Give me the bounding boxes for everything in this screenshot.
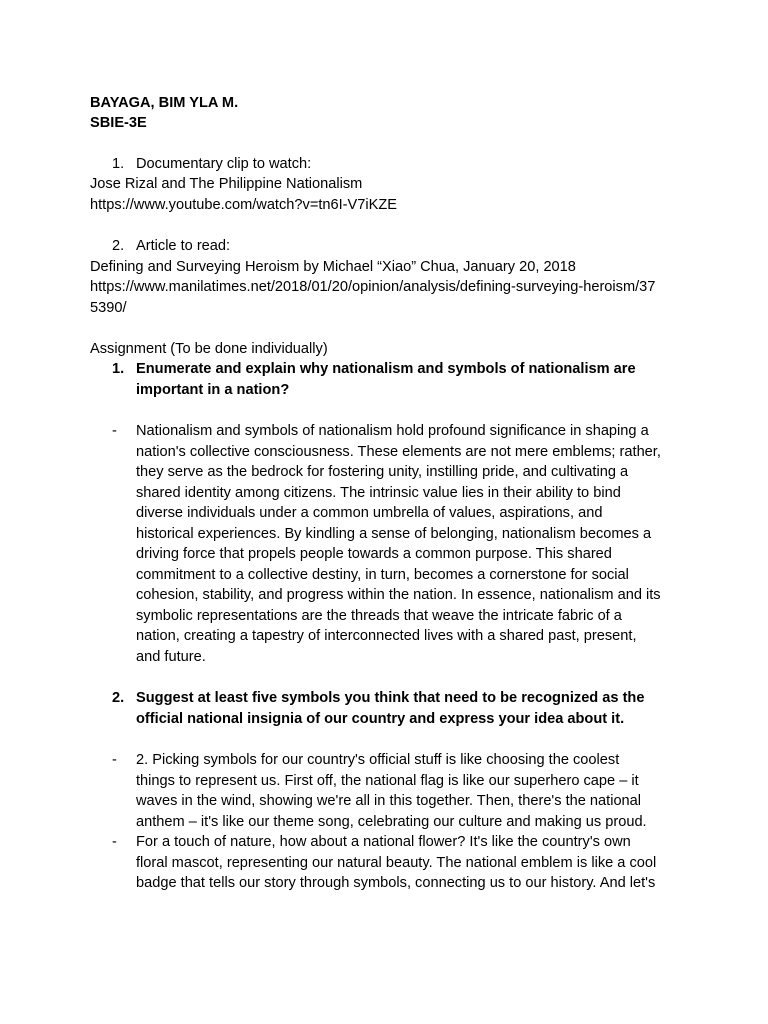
answer1-dash: - xyxy=(112,423,117,439)
student-name: BAYAGA, BIM YLA M. xyxy=(90,95,239,111)
question2-line: official national insignia of our country and express your idea about it. xyxy=(136,710,625,727)
item2-url-line2: 5390/ xyxy=(90,300,127,316)
answer2a-line: anthem – it's like our theme song, celebrating our culture and making us proud. xyxy=(136,813,647,830)
assignment-heading: Assignment (To be done individually) xyxy=(90,341,328,357)
answer2a-paragraph xyxy=(136,750,684,832)
answer2a-dash: - xyxy=(112,752,117,768)
answer2b-line: For a touch of nature, how about a national flower? It's like the country's own xyxy=(136,834,631,850)
question2-text xyxy=(136,688,684,729)
answer1-paragraph xyxy=(136,421,684,667)
item2-url-line1: https://www.manilatimes.net/2018/01/20/opinion/analysis/defining-surveying-heroism/37 xyxy=(90,279,656,295)
answer1-line: shared identity among citizens. The intrinsic value lies in their ability to bind xyxy=(136,484,621,501)
item1-number: 1. xyxy=(112,156,125,172)
answer1-line: driving force that propels people towards a common purpose. This shared xyxy=(136,546,612,562)
answer1-line: nation, creating a tapestry of interconnected lives with a shared past, present, xyxy=(136,628,637,644)
question2-line: Suggest at least five symbols you think that need to be recognized as the xyxy=(136,690,645,706)
answer2b-dash: - xyxy=(112,834,117,850)
answer2b-line: badge that tells our story through symbols, connecting us to our history. And let's xyxy=(136,875,656,891)
answer1-line: nation's collective consciousness. These elements are not mere emblems; rather, xyxy=(136,443,661,460)
answer2b-paragraph xyxy=(136,832,684,894)
answer1-line: commitment to a collective destiny, in turn, becomes a cornerstone for social xyxy=(136,566,629,583)
question1-number: 1. xyxy=(112,361,125,377)
question1-line: important in a nation? xyxy=(136,381,290,398)
answer1-line: they serve as the bedrock for fostering unity, instilling pride, and cultivating a xyxy=(136,464,629,480)
answer2a-line: waves in the wind, showing we're all in this together. Then, there's the national xyxy=(136,793,642,809)
answer1-line: diverse individuals under a common umbrella of values, aspirations, and xyxy=(136,505,603,521)
answer1-line: and future. xyxy=(136,648,206,665)
item1-title: Jose Rizal and The Philippine Nationalism xyxy=(90,176,363,192)
item2-number: 2. xyxy=(112,238,125,254)
answer1-line: symbolic representations are the threads that weave the intricate fabric of a xyxy=(136,607,622,624)
question2-number: 2. xyxy=(112,690,125,706)
answer2a-line: things to represent us. First off, the national flag is like our superhero cape – it xyxy=(136,772,639,789)
answer1-line: Nationalism and symbols of nationalism hold profound significance in shaping a xyxy=(136,423,649,439)
item1-url: https://www.youtube.com/watch?v=tn6I-V7iKZE xyxy=(90,197,398,213)
question1-text xyxy=(136,359,684,400)
student-section: SBIE-3E xyxy=(90,115,147,131)
answer1-line: cohesion, stability, and progress within the nation. In essence, nationalism and its xyxy=(136,587,661,603)
answer2b-line: floral mascot, representing our natural beauty. The national emblem is like a cool xyxy=(136,854,657,871)
item2-title: Defining and Surveying Heroism by Michael “Xiao” Chua, January 20, 2018 xyxy=(90,259,576,275)
question1-line: Enumerate and explain why nationalism and symbols of nationalism are xyxy=(136,361,636,377)
item1-label: Documentary clip to watch: xyxy=(136,156,312,172)
item2-label: Article to read: xyxy=(136,238,231,254)
answer1-line: historical experiences. By kindling a sense of belonging, nationalism becomes a xyxy=(136,525,652,542)
answer2a-line: 2. Picking symbols for our country's official stuff is like choosing the coolest xyxy=(136,752,620,768)
